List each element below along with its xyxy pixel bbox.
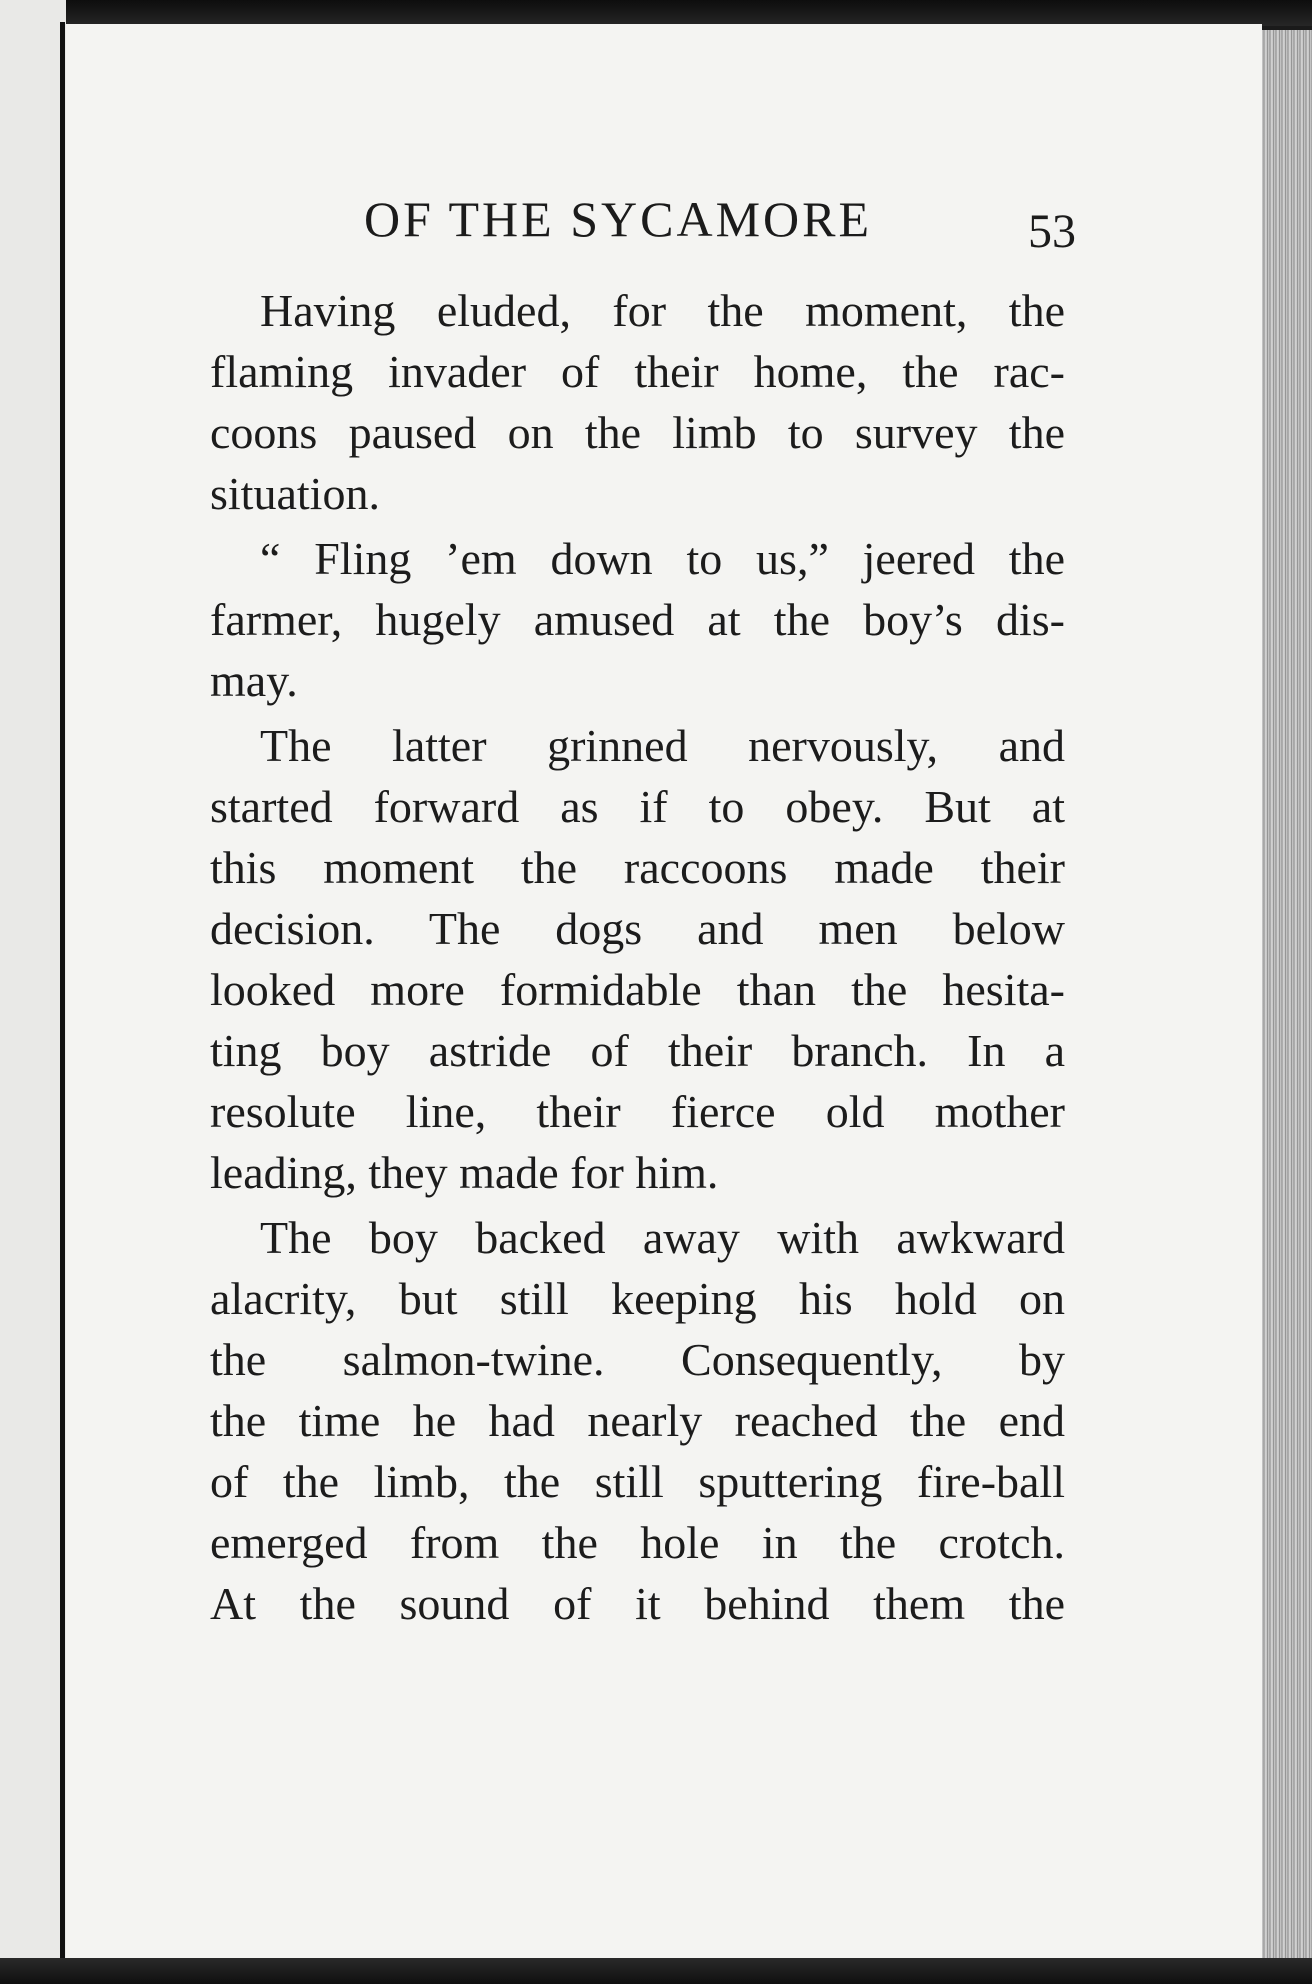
running-title: OF THE SYCAMORE	[364, 191, 873, 247]
bottom-binding-edge	[0, 1958, 1312, 1984]
top-binding-edge	[0, 0, 1312, 26]
text-line: flaming invader of their home, the rac-	[210, 346, 1065, 397]
paragraph	[210, 528, 1065, 711]
body-text	[210, 280, 1065, 1638]
page-number: 53	[1028, 205, 1076, 258]
text-line: this moment the raccoons made their	[210, 842, 1065, 893]
page-fore-edge	[1262, 30, 1312, 1960]
text-line: the salmon-twine. Consequently, by	[210, 1334, 1065, 1385]
left-margin-strip	[0, 0, 66, 1984]
text-line: ting boy astride of their branch. In a	[210, 1025, 1065, 1076]
text-line: Having eluded, for the moment, the	[260, 285, 1065, 336]
text-line: leading, they made for him.	[210, 1147, 719, 1198]
left-binding-rule	[60, 22, 65, 1962]
text-line: “ Fling ’em down to us,” jeered the	[260, 533, 1065, 584]
paragraph	[210, 1207, 1065, 1634]
text-line: The latter grinned nervously, and	[260, 720, 1065, 771]
text-line: emerged from the hole in the crotch.	[210, 1517, 1065, 1568]
text-line: may.	[210, 655, 298, 706]
paragraph	[210, 280, 1065, 524]
text-line: At the sound of it behind them the	[210, 1578, 1065, 1629]
text-line: situation.	[210, 468, 380, 519]
text-line: looked more formidable than the hesita-	[210, 964, 1065, 1015]
text-line: of the limb, the still sputtering fire-ball	[210, 1456, 1065, 1507]
running-head	[364, 190, 1076, 260]
text-line: The boy backed away with awkward	[260, 1212, 1065, 1263]
paragraph	[210, 715, 1065, 1203]
text-line: resolute line, their fierce old mother	[210, 1086, 1065, 1137]
text-line: alacrity, but still keeping his hold on	[210, 1273, 1065, 1324]
text-line: started forward as if to obey. But at	[210, 781, 1065, 832]
text-line: the time he had nearly reached the end	[210, 1395, 1065, 1446]
text-line: coons paused on the limb to survey the	[210, 407, 1065, 458]
text-line: decision. The dogs and men below	[210, 903, 1065, 954]
text-line: farmer, hugely amused at the boy’s dis-	[210, 594, 1065, 645]
